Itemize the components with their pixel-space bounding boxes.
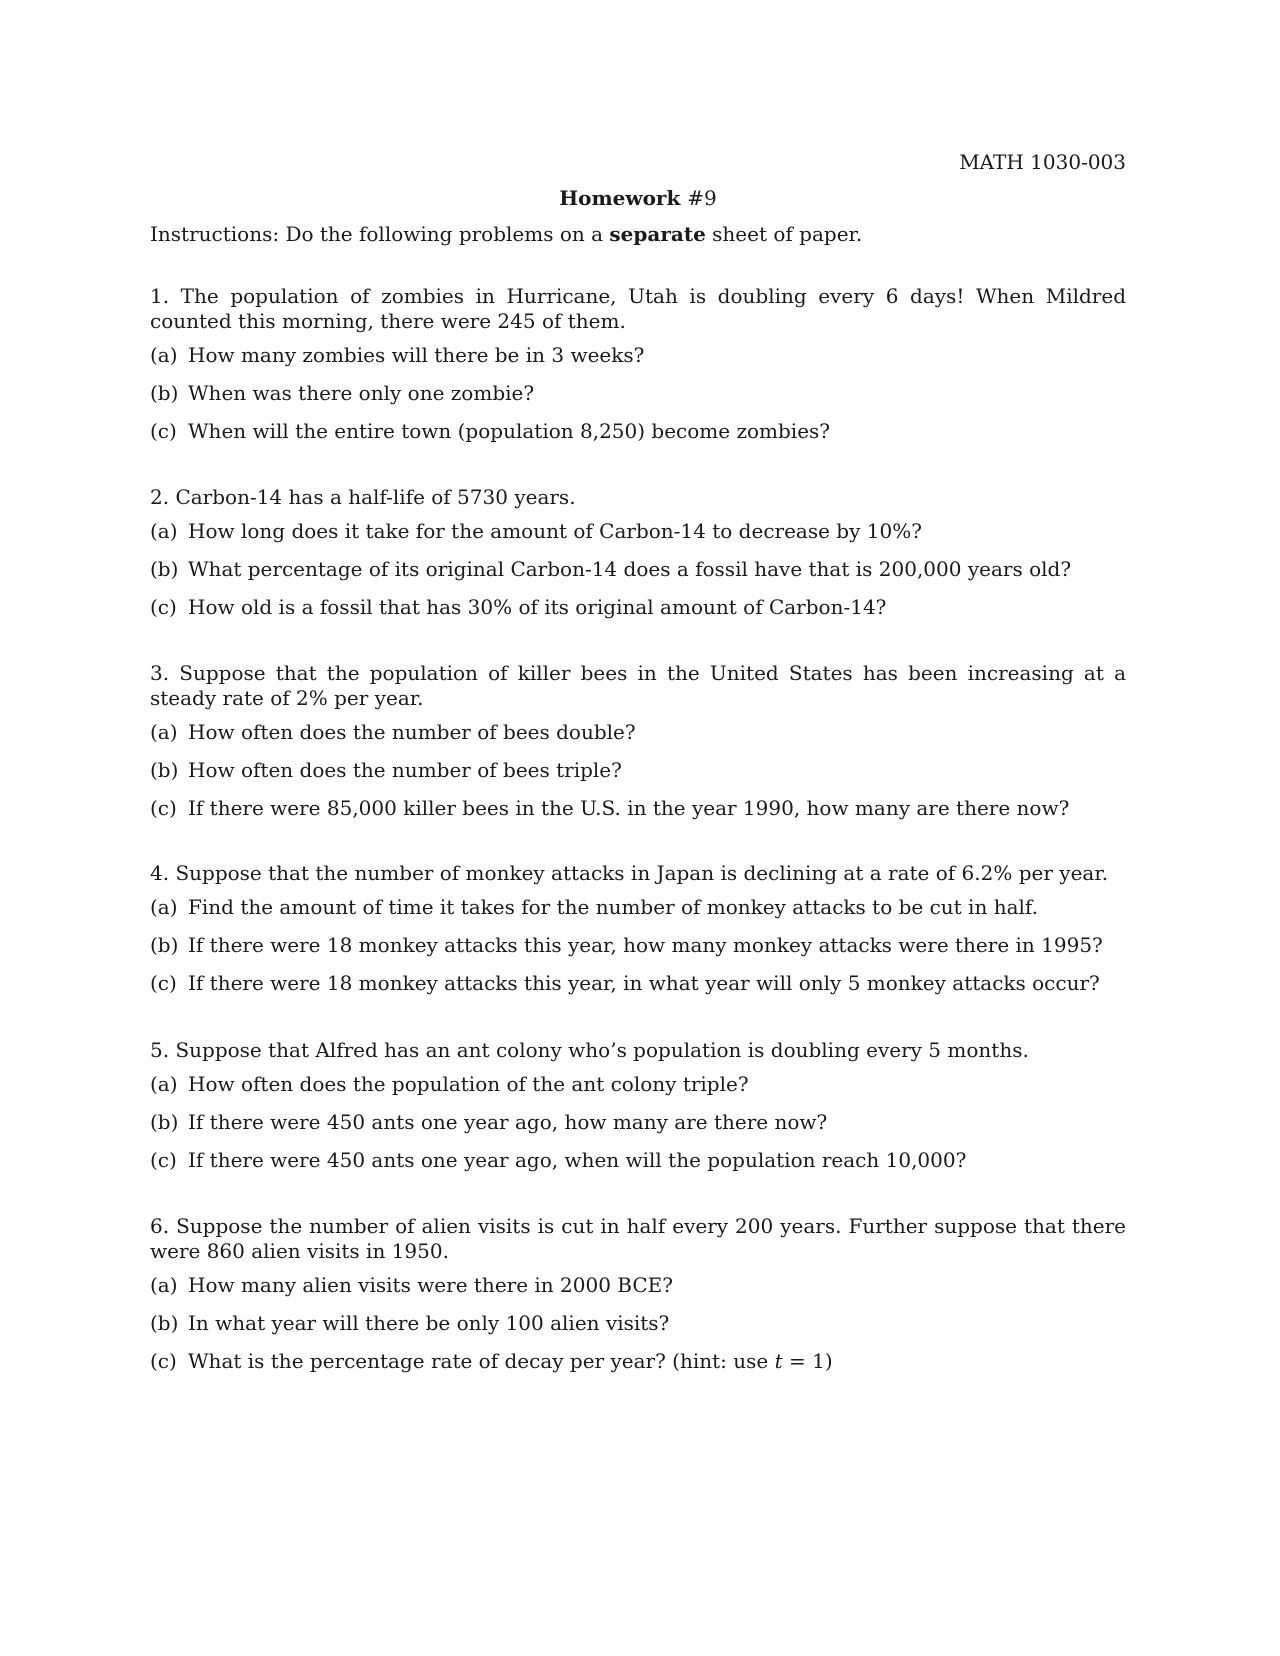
problem-part: [150, 381, 1126, 406]
part-text: If there were 18 monkey attacks this year, how many monkey attacks were there in 1995?: [188, 933, 1103, 957]
problem-part: [150, 1273, 1126, 1298]
part-label: (b): [150, 758, 179, 782]
part-label: (a): [150, 720, 178, 744]
problem-part: [150, 1311, 1126, 1336]
math-variable: t: [774, 1349, 783, 1373]
problem-part: [150, 595, 1126, 620]
problem-stem: 6. Suppose the number of alien visits is cut in half every 200 years. Further suppose that there were 860 alien visits in 1950.: [150, 1214, 1126, 1263]
part-text: If there were 450 ants one year ago, when will the population reach 10,000?: [188, 1148, 967, 1172]
part-text: [188, 1349, 833, 1373]
title-text: Homework: [559, 186, 681, 210]
part-label: (c): [150, 971, 177, 995]
part-text: How often does the number of bees double?: [188, 720, 636, 744]
part-text: How long does it take for the amount of Carbon-14 to decrease by 10%?: [188, 519, 922, 543]
part-label: (a): [150, 519, 178, 543]
problem-part: [150, 1148, 1126, 1173]
homework-page: [150, 0, 1126, 1656]
part-label: (c): [150, 1349, 177, 1373]
part-label: (a): [150, 1273, 178, 1297]
part-label: (a): [150, 343, 178, 367]
part-label: (b): [150, 1110, 179, 1134]
problem-part: [150, 720, 1126, 745]
problem-part: [150, 519, 1126, 544]
problem-part: [150, 1072, 1126, 1097]
problem-2: [150, 485, 1126, 633]
problem-stem: 3. Suppose that the population of killer bees in the United States has been increasing at a steady rate of 2% per year.: [150, 661, 1126, 710]
problem-part: [150, 758, 1126, 783]
part-text: If there were 18 monkey attacks this year, in what year will only 5 monkey attacks occur?: [188, 971, 1100, 995]
problem-part: [150, 796, 1126, 821]
part-label: (b): [150, 933, 179, 957]
part-label: (a): [150, 895, 178, 919]
problem-part: [150, 895, 1126, 920]
problem-part: [150, 1110, 1126, 1135]
instructions: [150, 222, 862, 246]
part-label: (a): [150, 1072, 178, 1096]
problem-stem: 5. Suppose that Alfred has an ant colony who’s population is doubling every 5 months.: [150, 1038, 1029, 1062]
part-text: How old is a fossil that has 30% of its original amount of Carbon-14?: [188, 595, 887, 619]
instructions-after: sheet of paper.: [705, 222, 863, 246]
part-label: (c): [150, 595, 177, 619]
part-text: In what year will there be only 100 alien visits?: [188, 1311, 670, 1335]
instructions-emphasis: separate: [609, 222, 706, 246]
problem-stem: 1. The population of zombies in Hurricane, Utah is doubling every 6 days! When Mildred counted this morning, there were 245 of them.: [150, 284, 1126, 333]
part-text: How often does the population of the ant colony triple?: [188, 1072, 749, 1096]
part-text: How many zombies will there be in 3 weeks?: [188, 343, 645, 367]
problem-part: [150, 933, 1126, 958]
part-label: (c): [150, 419, 177, 443]
problem-6: [150, 1214, 1126, 1387]
problem-stem: 4. Suppose that the number of monkey attacks in Japan is declining at a rate of 6.2% per year.: [150, 861, 1109, 885]
part-text: If there were 85,000 killer bees in the U.S. in the year 1990, how many are there now?: [188, 796, 1070, 820]
problem-part: [150, 343, 1126, 368]
problem-part: [150, 971, 1126, 996]
part-label: (b): [150, 381, 179, 405]
part-text-before: What is the percentage rate of decay per year? (hint: use: [188, 1349, 775, 1373]
title-number: #9: [687, 186, 717, 210]
page-title: [150, 186, 1126, 210]
part-text: When will the entire town (population 8,250) become zombies?: [188, 419, 831, 443]
part-text: What percentage of its original Carbon-14 does a fossil have that is 200,000 years old?: [188, 557, 1072, 581]
problem-part: [150, 419, 1126, 444]
problem-4: [150, 861, 1126, 1009]
part-text-after: = 1): [782, 1349, 833, 1373]
instructions-before: Instructions: Do the following problems on a: [150, 222, 610, 246]
problem-5: [150, 1038, 1126, 1186]
part-label: (c): [150, 796, 177, 820]
course-code: MATH 1030-003: [959, 150, 1126, 174]
problem-1: [150, 284, 1126, 457]
part-text: How often does the number of bees triple?: [188, 758, 622, 782]
part-text: How many alien visits were there in 2000 BCE?: [188, 1273, 673, 1297]
problem-part: [150, 1349, 1126, 1374]
part-label: (b): [150, 557, 179, 581]
part-text: Find the amount of time it takes for the number of monkey attacks to be cut in half.: [188, 895, 1038, 919]
problem-stem: 2. Carbon-14 has a half-life of 5730 years.: [150, 485, 576, 509]
part-label: (c): [150, 1148, 177, 1172]
part-label: (b): [150, 1311, 179, 1335]
problem-3: [150, 661, 1126, 834]
problem-part: [150, 557, 1126, 582]
part-text: If there were 450 ants one year ago, how many are there now?: [188, 1110, 828, 1134]
part-text: When was there only one zombie?: [188, 381, 535, 405]
